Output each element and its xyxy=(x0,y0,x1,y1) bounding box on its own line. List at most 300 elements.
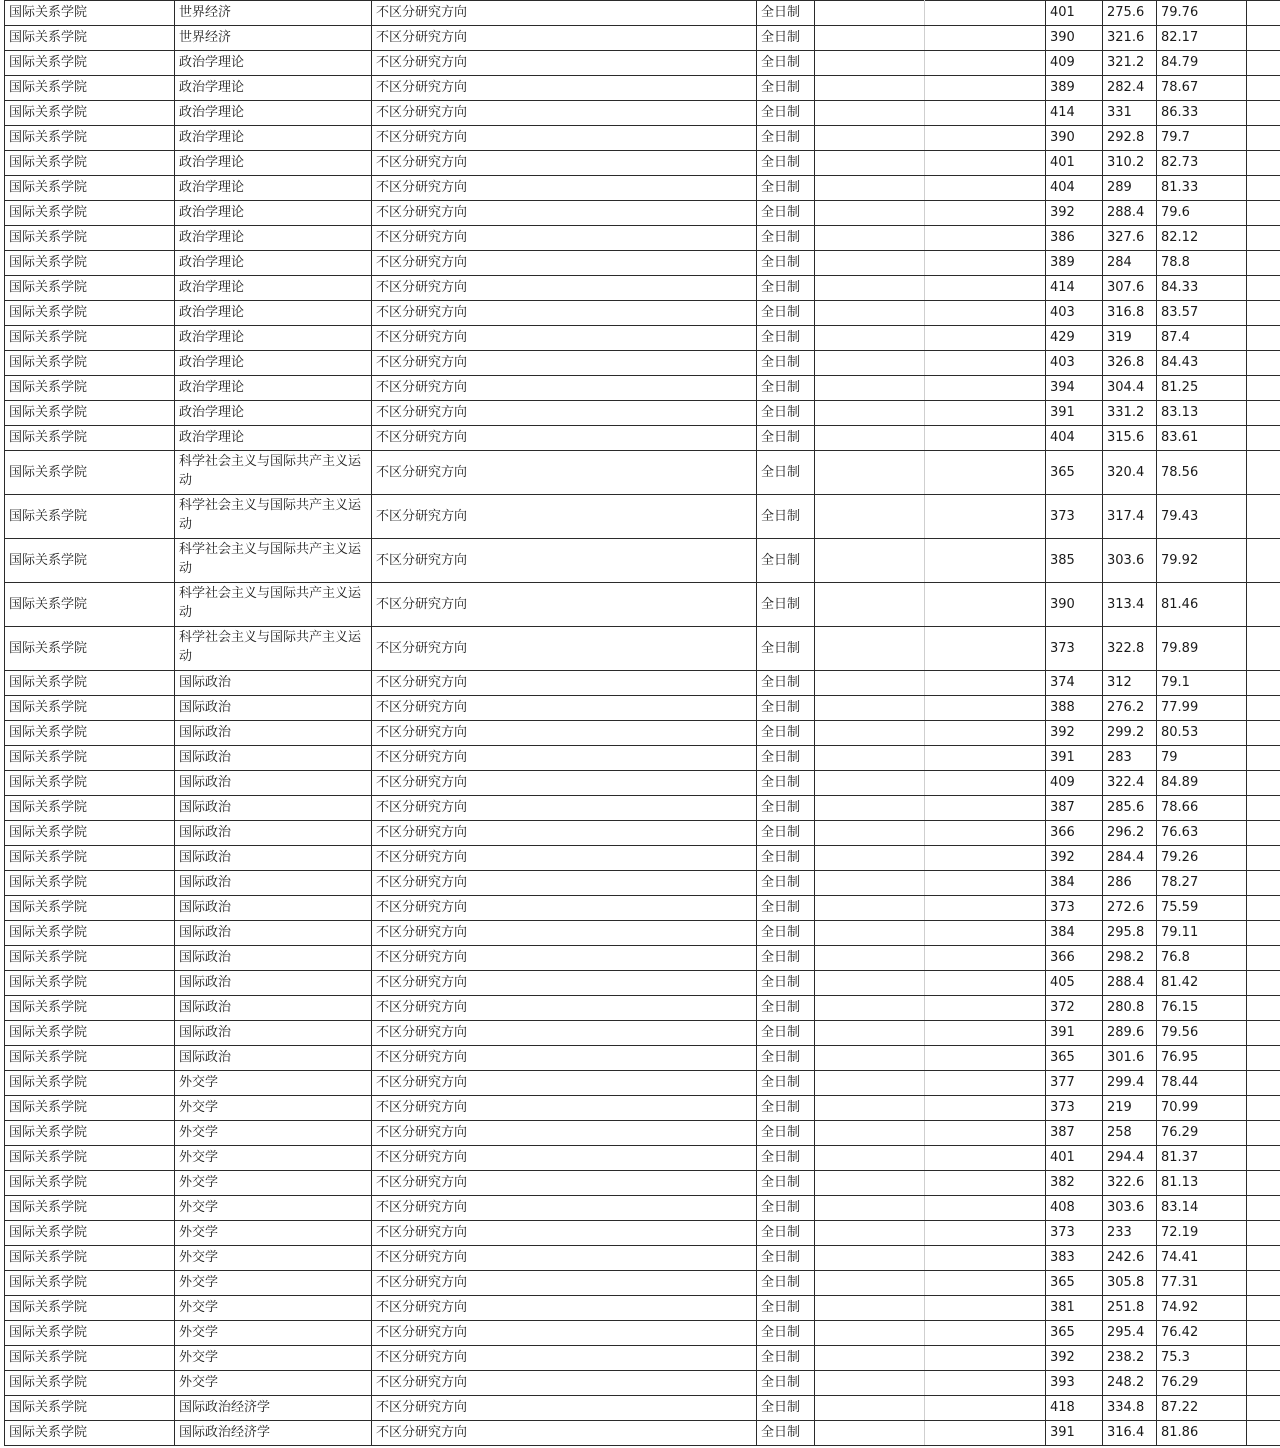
cell-empty xyxy=(925,1096,1046,1121)
cell-college: 国际关系学院 xyxy=(5,201,175,226)
cell-written-score: 305.8 xyxy=(1103,1271,1157,1296)
cell-total-score: 366 xyxy=(1046,946,1103,971)
cell-study-mode: 全日制 xyxy=(757,583,815,627)
cell-direction: 不区分研究方向 xyxy=(372,721,757,746)
cell-major: 国际政治 xyxy=(175,871,372,896)
cell-empty xyxy=(925,627,1046,671)
cell-empty xyxy=(1247,1096,1280,1121)
cell-major: 政治学理论 xyxy=(175,201,372,226)
cell-empty xyxy=(815,451,925,495)
cell-major: 国际政治 xyxy=(175,996,372,1021)
admission-score-table xyxy=(4,0,1280,1446)
cell-college: 国际关系学院 xyxy=(5,921,175,946)
cell-study-mode: 全日制 xyxy=(757,671,815,696)
cell-college: 国际关系学院 xyxy=(5,846,175,871)
cell-study-mode: 全日制 xyxy=(757,426,815,451)
cell-final-score: 84.43 xyxy=(1157,351,1247,376)
cell-total-score: 373 xyxy=(1046,495,1103,539)
cell-total-score: 394 xyxy=(1046,376,1103,401)
table-body xyxy=(5,1,1280,1446)
cell-college: 国际关系学院 xyxy=(5,971,175,996)
cell-final-score: 78.67 xyxy=(1157,76,1247,101)
cell-study-mode: 全日制 xyxy=(757,1146,815,1171)
cell-written-score: 322.6 xyxy=(1103,1171,1157,1196)
cell-direction: 不区分研究方向 xyxy=(372,376,757,401)
cell-empty xyxy=(925,721,1046,746)
cell-empty xyxy=(815,351,925,376)
cell-empty xyxy=(815,276,925,301)
cell-college: 国际关系学院 xyxy=(5,1296,175,1321)
cell-direction: 不区分研究方向 xyxy=(372,1046,757,1071)
cell-study-mode: 全日制 xyxy=(757,771,815,796)
cell-empty xyxy=(815,1246,925,1271)
cell-total-score: 408 xyxy=(1046,1196,1103,1221)
cell-empty xyxy=(925,771,1046,796)
cell-empty xyxy=(1247,971,1280,996)
cell-college: 国际关系学院 xyxy=(5,1371,175,1396)
cell-empty xyxy=(925,101,1046,126)
cell-empty xyxy=(925,996,1046,1021)
cell-written-score: 326.8 xyxy=(1103,351,1157,376)
cell-empty xyxy=(925,151,1046,176)
cell-direction: 不区分研究方向 xyxy=(372,1146,757,1171)
cell-total-score: 385 xyxy=(1046,539,1103,583)
table-row xyxy=(5,376,1280,401)
cell-empty xyxy=(815,846,925,871)
cell-direction: 不区分研究方向 xyxy=(372,671,757,696)
cell-empty xyxy=(1247,721,1280,746)
table-row xyxy=(5,1096,1280,1121)
cell-major: 政治学理论 xyxy=(175,351,372,376)
cell-final-score: 80.53 xyxy=(1157,721,1247,746)
cell-major: 科学社会主义与国际共产主义运动 xyxy=(175,539,372,583)
table-row xyxy=(5,151,1280,176)
cell-study-mode: 全日制 xyxy=(757,126,815,151)
cell-final-score: 84.33 xyxy=(1157,276,1247,301)
cell-written-score: 238.2 xyxy=(1103,1346,1157,1371)
cell-study-mode: 全日制 xyxy=(757,451,815,495)
cell-written-score: 316.4 xyxy=(1103,1421,1157,1446)
table-row xyxy=(5,495,1280,539)
table-row xyxy=(5,1296,1280,1321)
cell-empty xyxy=(815,821,925,846)
cell-written-score: 292.8 xyxy=(1103,126,1157,151)
cell-college: 国际关系学院 xyxy=(5,451,175,495)
cell-empty xyxy=(815,176,925,201)
cell-study-mode: 全日制 xyxy=(757,1321,815,1346)
cell-direction: 不区分研究方向 xyxy=(372,51,757,76)
cell-empty xyxy=(925,821,1046,846)
cell-direction: 不区分研究方向 xyxy=(372,1271,757,1296)
cell-major: 政治学理论 xyxy=(175,126,372,151)
cell-final-score: 82.73 xyxy=(1157,151,1247,176)
cell-direction: 不区分研究方向 xyxy=(372,76,757,101)
cell-total-score: 401 xyxy=(1046,151,1103,176)
cell-final-score: 76.42 xyxy=(1157,1321,1247,1346)
cell-empty xyxy=(1247,1271,1280,1296)
cell-total-score: 372 xyxy=(1046,996,1103,1021)
table-row xyxy=(5,1146,1280,1171)
cell-empty xyxy=(1247,151,1280,176)
cell-empty xyxy=(925,226,1046,251)
cell-college: 国际关系学院 xyxy=(5,426,175,451)
cell-total-score: 386 xyxy=(1046,226,1103,251)
cell-total-score: 384 xyxy=(1046,871,1103,896)
cell-direction: 不区分研究方向 xyxy=(372,301,757,326)
cell-direction: 不区分研究方向 xyxy=(372,1221,757,1246)
cell-study-mode: 全日制 xyxy=(757,1,815,26)
cell-total-score: 403 xyxy=(1046,351,1103,376)
cell-empty xyxy=(1247,276,1280,301)
cell-study-mode: 全日制 xyxy=(757,821,815,846)
cell-empty xyxy=(815,996,925,1021)
cell-study-mode: 全日制 xyxy=(757,846,815,871)
cell-written-score: 288.4 xyxy=(1103,201,1157,226)
cell-college: 国际关系学院 xyxy=(5,376,175,401)
cell-major: 科学社会主义与国际共产主义运动 xyxy=(175,583,372,627)
cell-direction: 不区分研究方向 xyxy=(372,1021,757,1046)
cell-empty xyxy=(1247,51,1280,76)
cell-empty xyxy=(1247,326,1280,351)
cell-study-mode: 全日制 xyxy=(757,26,815,51)
cell-empty xyxy=(1247,126,1280,151)
cell-empty xyxy=(925,401,1046,426)
cell-written-score: 242.6 xyxy=(1103,1246,1157,1271)
table-row xyxy=(5,1021,1280,1046)
spreadsheet-view xyxy=(4,0,1280,1448)
cell-empty xyxy=(1247,251,1280,276)
table-row xyxy=(5,1121,1280,1146)
cell-college: 国际关系学院 xyxy=(5,1246,175,1271)
cell-major: 政治学理论 xyxy=(175,376,372,401)
cell-empty xyxy=(1247,1071,1280,1096)
cell-empty xyxy=(1247,1396,1280,1421)
cell-empty xyxy=(815,1396,925,1421)
cell-major: 国际政治 xyxy=(175,821,372,846)
cell-written-score: 299.2 xyxy=(1103,721,1157,746)
cell-empty xyxy=(815,1271,925,1296)
cell-empty xyxy=(925,671,1046,696)
cell-final-score: 77.99 xyxy=(1157,696,1247,721)
cell-final-score: 78.27 xyxy=(1157,871,1247,896)
cell-empty xyxy=(1247,426,1280,451)
cell-written-score: 334.8 xyxy=(1103,1396,1157,1421)
table-row xyxy=(5,539,1280,583)
cell-empty xyxy=(815,1046,925,1071)
cell-study-mode: 全日制 xyxy=(757,896,815,921)
cell-direction: 不区分研究方向 xyxy=(372,426,757,451)
cell-total-score: 392 xyxy=(1046,201,1103,226)
cell-empty xyxy=(925,1071,1046,1096)
cell-college: 国际关系学院 xyxy=(5,276,175,301)
cell-empty xyxy=(925,846,1046,871)
cell-empty xyxy=(1247,1371,1280,1396)
table-row xyxy=(5,1371,1280,1396)
cell-empty xyxy=(815,301,925,326)
cell-college: 国际关系学院 xyxy=(5,1046,175,1071)
cell-written-score: 298.2 xyxy=(1103,946,1157,971)
cell-major: 外交学 xyxy=(175,1146,372,1171)
cell-written-score: 303.6 xyxy=(1103,539,1157,583)
cell-college: 国际关系学院 xyxy=(5,1321,175,1346)
cell-major: 国际政治 xyxy=(175,896,372,921)
cell-empty xyxy=(815,671,925,696)
cell-study-mode: 全日制 xyxy=(757,326,815,351)
cell-written-score: 317.4 xyxy=(1103,495,1157,539)
cell-written-score: 319 xyxy=(1103,326,1157,351)
cell-direction: 不区分研究方向 xyxy=(372,1371,757,1396)
cell-college: 国际关系学院 xyxy=(5,871,175,896)
cell-empty xyxy=(815,627,925,671)
table-row xyxy=(5,226,1280,251)
table-row xyxy=(5,896,1280,921)
cell-college: 国际关系学院 xyxy=(5,401,175,426)
cell-total-score: 365 xyxy=(1046,451,1103,495)
cell-major: 世界经济 xyxy=(175,1,372,26)
cell-final-score: 74.92 xyxy=(1157,1296,1247,1321)
cell-total-score: 388 xyxy=(1046,696,1103,721)
cell-major: 政治学理论 xyxy=(175,326,372,351)
table-row xyxy=(5,671,1280,696)
cell-empty xyxy=(815,26,925,51)
cell-study-mode: 全日制 xyxy=(757,226,815,251)
table-row xyxy=(5,76,1280,101)
cell-direction: 不区分研究方向 xyxy=(372,1346,757,1371)
cell-empty xyxy=(1247,771,1280,796)
cell-empty xyxy=(815,1221,925,1246)
cell-empty xyxy=(1247,946,1280,971)
cell-empty xyxy=(815,1071,925,1096)
cell-final-score: 84.79 xyxy=(1157,51,1247,76)
cell-empty xyxy=(1247,1121,1280,1146)
cell-final-score: 76.8 xyxy=(1157,946,1247,971)
cell-empty xyxy=(815,401,925,426)
cell-final-score: 74.41 xyxy=(1157,1246,1247,1271)
cell-written-score: 276.2 xyxy=(1103,696,1157,721)
cell-final-score: 78.56 xyxy=(1157,451,1247,495)
cell-empty xyxy=(1247,1196,1280,1221)
cell-study-mode: 全日制 xyxy=(757,871,815,896)
cell-direction: 不区分研究方向 xyxy=(372,971,757,996)
cell-college: 国际关系学院 xyxy=(5,996,175,1021)
cell-written-score: 322.4 xyxy=(1103,771,1157,796)
cell-college: 国际关系学院 xyxy=(5,1146,175,1171)
cell-college: 国际关系学院 xyxy=(5,176,175,201)
cell-college: 国际关系学院 xyxy=(5,671,175,696)
cell-total-score: 373 xyxy=(1046,627,1103,671)
table-row xyxy=(5,1271,1280,1296)
cell-empty xyxy=(925,1221,1046,1246)
table-row xyxy=(5,627,1280,671)
table-row xyxy=(5,1321,1280,1346)
cell-direction: 不区分研究方向 xyxy=(372,1246,757,1271)
cell-empty xyxy=(925,871,1046,896)
cell-total-score: 373 xyxy=(1046,1096,1103,1121)
table-row xyxy=(5,1196,1280,1221)
table-row xyxy=(5,201,1280,226)
cell-college: 国际关系学院 xyxy=(5,495,175,539)
cell-empty xyxy=(925,1346,1046,1371)
cell-empty xyxy=(1247,1321,1280,1346)
table-row xyxy=(5,26,1280,51)
cell-direction: 不区分研究方向 xyxy=(372,996,757,1021)
cell-final-score: 79.92 xyxy=(1157,539,1247,583)
cell-written-score: 248.2 xyxy=(1103,1371,1157,1396)
table-row xyxy=(5,771,1280,796)
cell-empty xyxy=(1247,583,1280,627)
cell-written-score: 284 xyxy=(1103,251,1157,276)
cell-written-score: 307.6 xyxy=(1103,276,1157,301)
cell-major: 政治学理论 xyxy=(175,176,372,201)
cell-major: 外交学 xyxy=(175,1321,372,1346)
cell-major: 国际政治 xyxy=(175,671,372,696)
cell-empty xyxy=(1247,1296,1280,1321)
cell-direction: 不区分研究方向 xyxy=(372,101,757,126)
cell-written-score: 272.6 xyxy=(1103,896,1157,921)
table-row xyxy=(5,996,1280,1021)
cell-college: 国际关系学院 xyxy=(5,746,175,771)
cell-written-score: 286 xyxy=(1103,871,1157,896)
cell-empty xyxy=(1247,671,1280,696)
cell-direction: 不区分研究方向 xyxy=(372,796,757,821)
cell-total-score: 414 xyxy=(1046,276,1103,301)
cell-study-mode: 全日制 xyxy=(757,51,815,76)
cell-empty xyxy=(815,1146,925,1171)
cell-empty xyxy=(815,1171,925,1196)
cell-total-score: 365 xyxy=(1046,1271,1103,1296)
cell-major: 国际政治 xyxy=(175,1046,372,1071)
cell-total-score: 373 xyxy=(1046,896,1103,921)
cell-major: 国际政治 xyxy=(175,846,372,871)
cell-empty xyxy=(815,426,925,451)
cell-empty xyxy=(925,796,1046,821)
cell-major: 国际政治经济学 xyxy=(175,1396,372,1421)
cell-study-mode: 全日制 xyxy=(757,401,815,426)
cell-written-score: 219 xyxy=(1103,1096,1157,1121)
cell-college: 国际关系学院 xyxy=(5,821,175,846)
cell-major: 外交学 xyxy=(175,1346,372,1371)
cell-college: 国际关系学院 xyxy=(5,1171,175,1196)
cell-direction: 不区分研究方向 xyxy=(372,351,757,376)
table-row xyxy=(5,176,1280,201)
cell-empty xyxy=(925,1296,1046,1321)
cell-written-score: 322.8 xyxy=(1103,627,1157,671)
cell-major: 政治学理论 xyxy=(175,276,372,301)
cell-study-mode: 全日制 xyxy=(757,376,815,401)
cell-final-score: 76.15 xyxy=(1157,996,1247,1021)
cell-direction: 不区分研究方向 xyxy=(372,1296,757,1321)
cell-written-score: 289 xyxy=(1103,176,1157,201)
cell-written-score: 303.6 xyxy=(1103,1196,1157,1221)
table-row xyxy=(5,1171,1280,1196)
cell-major: 科学社会主义与国际共产主义运动 xyxy=(175,495,372,539)
cell-empty xyxy=(1247,1346,1280,1371)
cell-college: 国际关系学院 xyxy=(5,326,175,351)
table-row xyxy=(5,351,1280,376)
cell-total-score: 390 xyxy=(1046,26,1103,51)
cell-empty xyxy=(1247,1021,1280,1046)
cell-study-mode: 全日制 xyxy=(757,1021,815,1046)
cell-written-score: 295.4 xyxy=(1103,1321,1157,1346)
table-row xyxy=(5,101,1280,126)
cell-empty xyxy=(925,946,1046,971)
cell-study-mode: 全日制 xyxy=(757,251,815,276)
cell-final-score: 81.33 xyxy=(1157,176,1247,201)
cell-empty xyxy=(925,1121,1046,1146)
cell-empty xyxy=(925,76,1046,101)
cell-empty xyxy=(815,201,925,226)
cell-total-score: 389 xyxy=(1046,251,1103,276)
cell-college: 国际关系学院 xyxy=(5,1021,175,1046)
cell-study-mode: 全日制 xyxy=(757,1096,815,1121)
cell-direction: 不区分研究方向 xyxy=(372,176,757,201)
cell-final-score: 76.29 xyxy=(1157,1371,1247,1396)
cell-study-mode: 全日制 xyxy=(757,1346,815,1371)
cell-total-score: 401 xyxy=(1046,1,1103,26)
cell-empty xyxy=(815,896,925,921)
cell-total-score: 403 xyxy=(1046,301,1103,326)
cell-final-score: 81.25 xyxy=(1157,376,1247,401)
cell-empty xyxy=(815,376,925,401)
cell-empty xyxy=(925,201,1046,226)
cell-total-score: 392 xyxy=(1046,846,1103,871)
table-row xyxy=(5,921,1280,946)
cell-direction: 不区分研究方向 xyxy=(372,771,757,796)
cell-final-score: 78.8 xyxy=(1157,251,1247,276)
cell-major: 国际政治 xyxy=(175,746,372,771)
cell-total-score: 366 xyxy=(1046,821,1103,846)
cell-empty xyxy=(815,1096,925,1121)
cell-written-score: 301.6 xyxy=(1103,1046,1157,1071)
cell-study-mode: 全日制 xyxy=(757,1396,815,1421)
cell-empty xyxy=(815,921,925,946)
cell-total-score: 391 xyxy=(1046,401,1103,426)
cell-empty xyxy=(1247,76,1280,101)
cell-final-score: 81.37 xyxy=(1157,1146,1247,1171)
cell-empty xyxy=(1247,401,1280,426)
cell-empty xyxy=(815,495,925,539)
cell-major: 政治学理论 xyxy=(175,76,372,101)
cell-written-score: 295.8 xyxy=(1103,921,1157,946)
cell-college: 国际关系学院 xyxy=(5,226,175,251)
cell-total-score: 387 xyxy=(1046,1121,1103,1146)
cell-college: 国际关系学院 xyxy=(5,627,175,671)
cell-empty xyxy=(1247,1221,1280,1246)
cell-written-score: 289.6 xyxy=(1103,1021,1157,1046)
cell-major: 科学社会主义与国际共产主义运动 xyxy=(175,627,372,671)
cell-empty xyxy=(815,226,925,251)
cell-total-score: 373 xyxy=(1046,1221,1103,1246)
cell-empty xyxy=(815,1346,925,1371)
cell-empty xyxy=(1247,176,1280,201)
cell-final-score: 79.6 xyxy=(1157,201,1247,226)
cell-study-mode: 全日制 xyxy=(757,201,815,226)
cell-empty xyxy=(925,1196,1046,1221)
table-row xyxy=(5,301,1280,326)
cell-study-mode: 全日制 xyxy=(757,539,815,583)
cell-direction: 不区分研究方向 xyxy=(372,1196,757,1221)
cell-written-score: 315.6 xyxy=(1103,426,1157,451)
cell-study-mode: 全日制 xyxy=(757,1196,815,1221)
cell-written-score: 331 xyxy=(1103,101,1157,126)
cell-college: 国际关系学院 xyxy=(5,1271,175,1296)
cell-total-score: 390 xyxy=(1046,126,1103,151)
cell-direction: 不区分研究方向 xyxy=(372,846,757,871)
cell-total-score: 390 xyxy=(1046,583,1103,627)
cell-empty xyxy=(925,426,1046,451)
cell-empty xyxy=(925,1321,1046,1346)
cell-study-mode: 全日制 xyxy=(757,921,815,946)
